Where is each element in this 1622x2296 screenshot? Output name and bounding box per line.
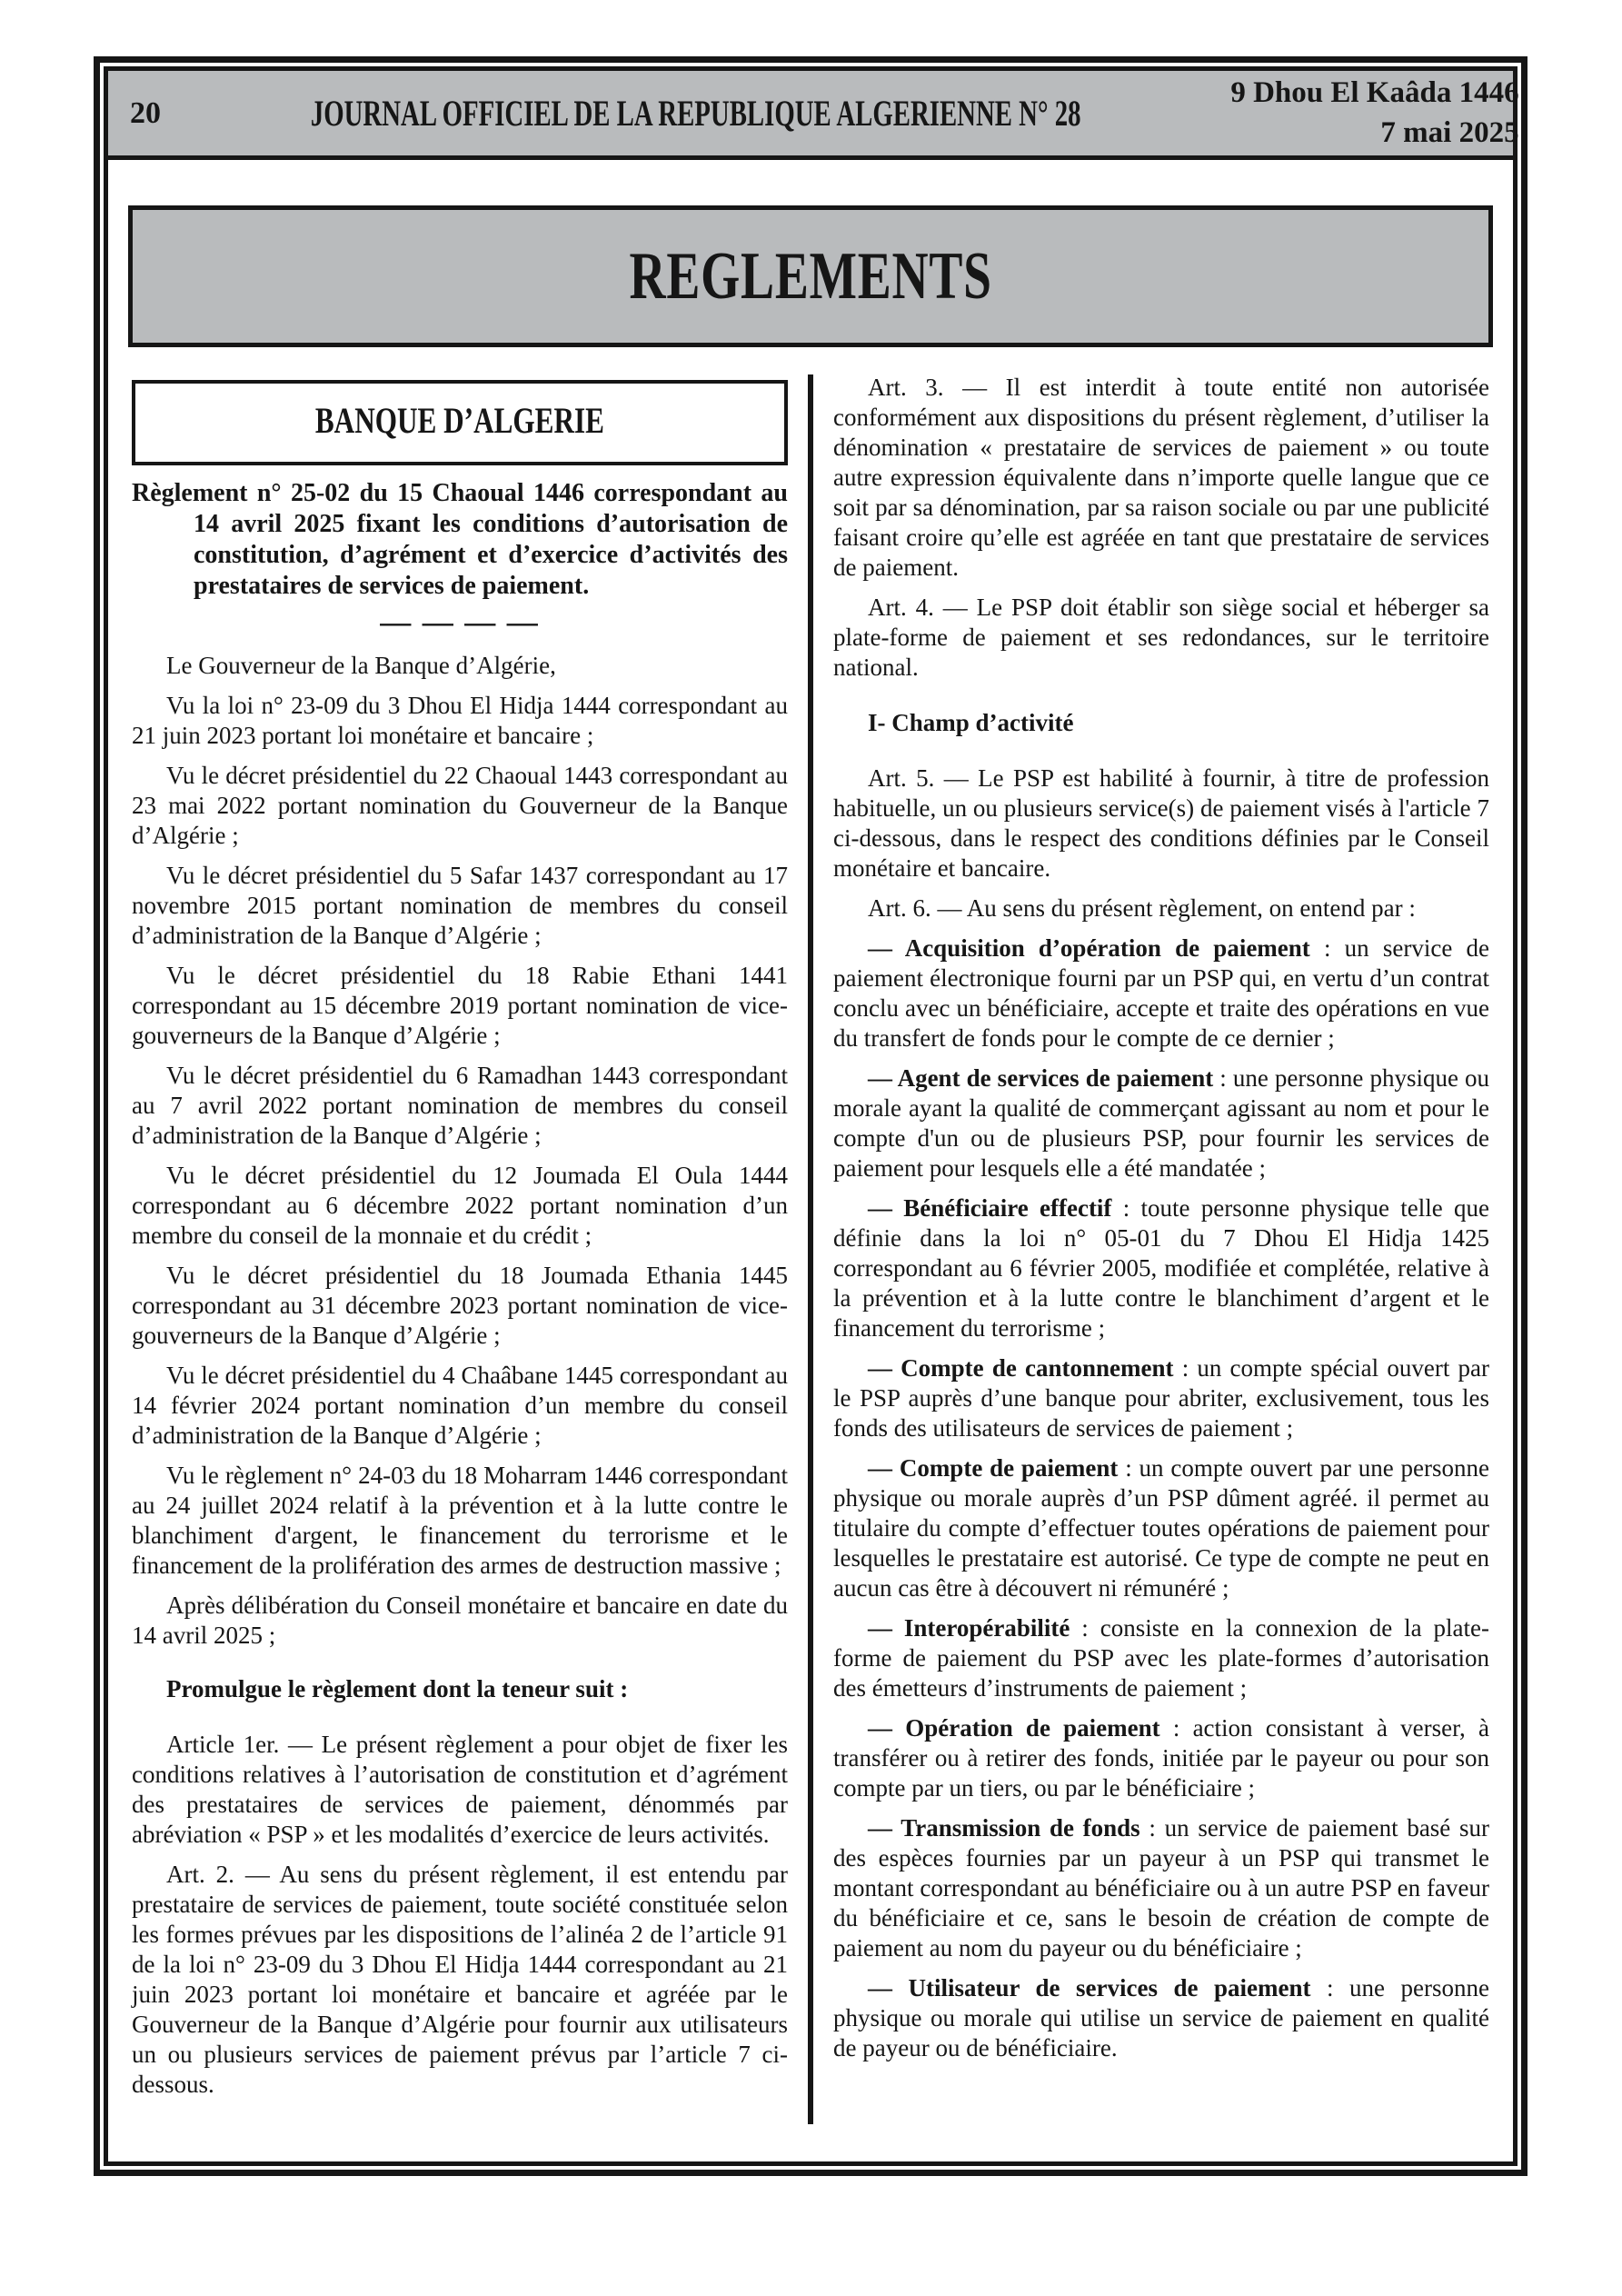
page-number: 20 [130,95,161,130]
definition-item [833,1353,1489,1443]
article-4: Art. 4. — Le PSP doit établir son siège social et héberger sa plate-forme de paiement et ses redondances, sur le territoire national. [833,594,1489,681]
definition-term: — Bénéficiaire effectif [868,1194,1112,1222]
left-column [132,373,788,2110]
definition-text: : un service de paiement basé sur des espèces fournies par un payeur à un PSP qui transmet le montant correspondant au bénéficiaire ou à un autre PSP en faveur du bénéficiaire et ce, sans le besoin de création de compte de paiement au nom du payeur ou du bénéficiaire ; [833,1814,1489,1962]
definition-item [833,1973,1489,2063]
definition-item [833,1613,1489,1703]
definition-text: : toute personne physique telle que définie dans la loi n° 05-01 du 7 Dhou El Hidja 1425 correspondant au 6 février 2005, modifiée et complétée, relative à la prévention et à la lutte contre le blanchiment d’argent et le financement du terrorisme ; [833,1194,1490,1342]
visa-paragraph: Vu le décret présidentiel du 22 Chaoual 1443 correspondant au 23 mai 2022 portant nomination du Gouverneur de la Banque d’Algérie ; [132,762,788,849]
visa-paragraph: Vu le règlement n° 24-03 du 18 Moharram 1446 correspondant au 24 juillet 2024 relatif à la prévention et à la lutte contre le blanchiment d'argent, le financement du terrorisme et le financement de la prolifération des armes de destruction massive ; [132,1462,788,1579]
definition-term: — Interopérabilité [868,1614,1070,1642]
column-divider [808,374,813,2124]
definition-text: : un service de paiement électronique fourni par un PSP qui, en vertu d’un contrat conclu avec un bénéficiaire, accepte et traite des opérations en vue du transfert de fonds pour le compte de ce dernier ; [833,934,1489,1052]
institution-box [132,380,788,465]
definition-item [833,933,1489,1053]
visa-paragraph: Vu la loi n° 23-09 du 3 Dhou El Hidja 1444 correspondant au 21 juin 2023 portant loi monétaire et bancaire ; [132,692,788,749]
definition-item [833,1813,1489,1963]
institution-name: BANQUE D’ALGERIE [314,400,605,441]
intro-paragraph: Le Gouverneur de la Banque d’Algérie, [166,652,556,679]
header-band [108,71,1519,160]
section-banner [128,205,1493,347]
definition-item [833,1193,1489,1343]
separator-dashes: — — — — [380,605,540,639]
visa-paragraph: Vu le décret présidentiel du 18 Joumada Ethania 1445 correspondant au 31 décembre 2023 portant nomination de vice-gouverneurs de la Banque d’Algérie ; [132,1262,788,1349]
section-banner-title: REGLEMENTS [629,238,992,314]
definition-text: : une personne physique ou morale ayant la qualité de commerçant agissant au nom et pour le compte d'un ou de plusieurs PSP, pour fournir les services de paiement pour lesquels elle a été mandatée ; [833,1064,1489,1182]
date-hijri: 9 Dhou El Kaâda 1446 [1230,75,1519,109]
page-inner-frame [104,66,1518,2166]
definition-term: — Opération de paiement [868,1714,1160,1742]
content-columns [108,373,1513,2124]
visa-paragraph: Vu le décret présidentiel du 6 Ramadhan 1443 correspondant au 7 avril 2022 portant nomination de membres du conseil d’administration de la Banque d’Algérie ; [132,1062,788,1149]
definition-item [833,1063,1489,1183]
definition-term: — Transmission de fonds [868,1814,1140,1842]
article-5: Art. 5. — Le PSP est habilité à fournir, à titre de profession habituelle, un ou plusieurs service(s) de paiement visés à l'article 7 ci-dessous, dans le respect des conditions définies par le Conseil monétaire et bancaire. [833,764,1489,882]
definition-item [833,1453,1489,1603]
definition-text: : action consistant à verser, à transférer ou à retirer des fonds, initiée par le payeur ou pour son compte par un tiers, ou par le bénéficiaire ; [833,1714,1489,1802]
article-6: Art. 6. — Au sens du présent règlement, on entend par : [868,894,1416,922]
definition-term: — Agent de services de paiement [868,1064,1214,1092]
article-2: Art. 2. — Au sens du présent règlement, il est entendu par prestataire de services de paiement, toute société constituée selon les formes prévues par les dispositions de l’alinéa 2 de l’article 91 de la loi n° 23-09 du 3 Dhou El Hidja 1444 correspondant au 21 juin 2023 portant loi monétaire et bancaire et agréée par le Gouverneur de la Banque d’Algérie pour fournir aux utilisateurs un ou plusieurs services de paiement prévus par l’article 7 ci-dessous. [132,1861,788,2098]
header-dates [1230,74,1529,153]
deliberation-paragraph: Après délibération du Conseil monétaire et bancaire en date du 14 avril 2025 ; [132,1592,788,1649]
definition-text: : consiste en la connexion de la plate-forme de paiement du PSP avec les plate-formes d’autorisation des émetteurs d’instruments de paiement ; [833,1614,1489,1702]
visa-paragraph: Vu le décret présidentiel du 4 Chaâbane 1445 correspondant au 14 février 2024 portant nomination d’un membre du conseil d’administration de la Banque d’Algérie ; [132,1362,788,1449]
definition-term: — Compte de cantonnement [868,1354,1174,1382]
page-frame [94,56,1527,2176]
definition-text: : un compte ouvert par une personne physique ou morale auprès d’un PSP dûment agréé. il permet au titulaire du compte d’effectuer toutes opérations de paiement pour lesquelles le prestataire est autorisé. Ce type de compte ne peut en aucun cas être à découvert ni rémunéré ; [833,1454,1490,1602]
right-column [833,373,1489,2073]
visa-paragraph: Vu le décret présidentiel du 12 Joumada El Oula 1444 correspondant au 6 décembre 2022 portant nomination d’un membre du conseil de la monnaie et du crédit ; [132,1162,788,1249]
definition-text: : un compte spécial ouvert par le PSP auprès d’une banque pour abriter, exclusivement, tous les fonds des utilisateurs de services de paiement ; [833,1354,1489,1442]
definition-text: : une personne physique ou morale qui utilise un service de paiement en qualité de payeur ou de bénéficiaire. [833,1974,1489,2061]
regulation-title: Règlement n° 25-02 du 15 Chaoual 1446 correspondant au 14 avril 2025 fixant les conditions d’autorisation de constitution, d’agrément et d’exercice d’activités des prestataires de services de paiement. [132,479,788,600]
journal-title: JOURNAL OFFICIEL DE LA REPUBLIQUE ALGERIENNE N° 28 [310,93,1081,134]
definition-term: — Compte de paiement [868,1454,1119,1482]
article-3: Art. 3. — Il est interdit à toute entité non autorisée conformément aux dispositions du présent règlement, d’utiliser la dénomination « prestataire de services de paiement » ou toute autre expression équivalente dans n’importe quelle langue que ce soit par sa dénomination, par sa raison sociale ou par une publicité faisant croire qu’elle est agréée en tant que prestataire de services de paiement. [833,374,1489,581]
definition-term: — Acquisition d’opération de paiement [868,934,1310,962]
section-heading: I- Champ d’activité [868,709,1074,736]
promulgation-line: Promulgue le règlement dont la teneur suit : [166,1675,629,1702]
visa-paragraph: Vu le décret présidentiel du 5 Safar 1437 correspondant au 17 novembre 2015 portant nomination de membres du conseil d’administration de la Banque d’Algérie ; [132,862,788,949]
article-1: Article 1er. — Le présent règlement a pour objet de fixer les conditions relatives à l’autorisation de constitution et d’agrément des prestataires de services de paiement, dénommés par abréviation « PSP » et les modalités d’exercice de leurs activités. [132,1731,788,1848]
definition-term: — Utilisateur de services de paiement [868,1974,1311,2002]
journal-title-wrap [161,92,1230,135]
definition-item [833,1713,1489,1803]
visa-paragraph: Vu le décret présidentiel du 18 Rabie Ethani 1441 correspondant au 15 décembre 2019 portant nomination de vice-gouverneurs de la Banque d’Algérie ; [132,962,788,1049]
date-gregorian: 7 mai 2025 [1380,115,1519,149]
